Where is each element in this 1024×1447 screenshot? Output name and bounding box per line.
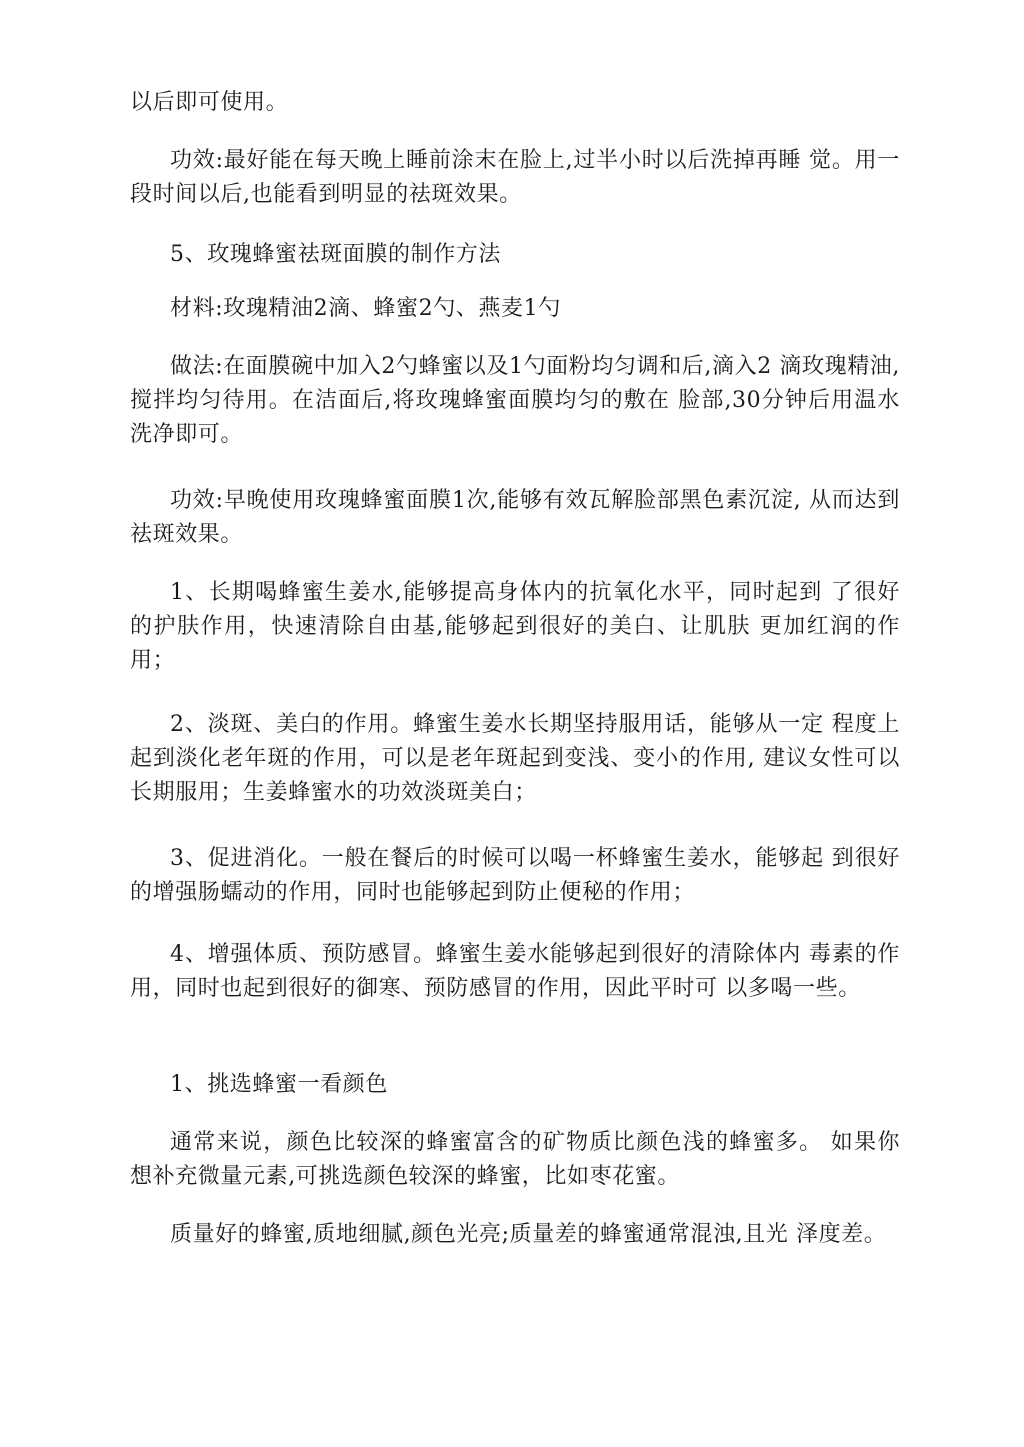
paragraph-continuation: 以后即可使用。 xyxy=(130,90,289,115)
paragraph-color: 通常来说，颜色比较深的蜂蜜富含的矿物质比颜色浅的蜂蜜多。 如果你想补充微量元素,可挑选颜色较深的蜂蜜，比如枣花蜜。 xyxy=(130,1130,900,1189)
paragraph-materials: 材料:玫瑰精油2滴、蜂蜜2勺、燕麦1勺 xyxy=(170,296,561,321)
paragraph-benefit-2: 2、淡斑、美白的作用。蜂蜜生姜水长期坚持服用话，能够从一定 程度上起到淡化老年斑的作用，可以是老年斑起到变浅、变小的作用, 建议女性可以长期服用；生姜蜂蜜水的功效淡斑美白； xyxy=(130,712,900,805)
paragraph-effect-2: 功效:早晚使用玫瑰蜂蜜面膜1次,能够有效瓦解脸部黑色素沉淀, 从而达到祛斑效果。 xyxy=(130,488,900,547)
section-heading-rose-honey-mask: 5、玫瑰蜂蜜祛斑面膜的制作方法 xyxy=(170,242,501,267)
paragraph-quality: 质量好的蜂蜜,质地细腻,颜色光亮;质量差的蜂蜜通常混浊,且光 泽度差。 xyxy=(170,1222,887,1247)
paragraph-effect-1: 功效:最好能在每天晚上睡前涂末在脸上,过半小时以后洗掉再睡 觉。用一段时间以后,也能看到明显的祛斑效果。 xyxy=(130,148,900,207)
paragraph-benefit-4: 4、增强体质、预防感冒。蜂蜜生姜水能够起到很好的清除体内 毒素的作用，同时也起到很好的御寒、预防感冒的作用，因此平时可 以多喝一些。 xyxy=(130,942,900,1001)
section-heading-choose-honey: 1、挑选蜂蜜一看颜色 xyxy=(170,1072,388,1097)
paragraph-method: 做法:在面膜碗中加入2勺蜂蜜以及1勺面粉均匀调和后,滴入2 滴玫瑰精油,搅拌均匀待用。在洁面后,将玫瑰蜂蜜面膜均匀的敷在 脸部,30分钟后用温水洗净即可。 xyxy=(130,354,900,447)
paragraph-benefit-3: 3、促进消化。一般在餐后的时候可以喝一杯蜂蜜生姜水，能够起 到很好的增强肠蠕动的作用，同时也能够起到防止便秘的作用； xyxy=(130,846,900,905)
paragraph-benefit-1: 1、长期喝蜂蜜生姜水,能够提高身体内的抗氧化水平，同时起到 了很好的护肤作用，快速清除自由基,能够起到很好的美白、让肌肤 更加红润的作用； xyxy=(130,580,900,673)
